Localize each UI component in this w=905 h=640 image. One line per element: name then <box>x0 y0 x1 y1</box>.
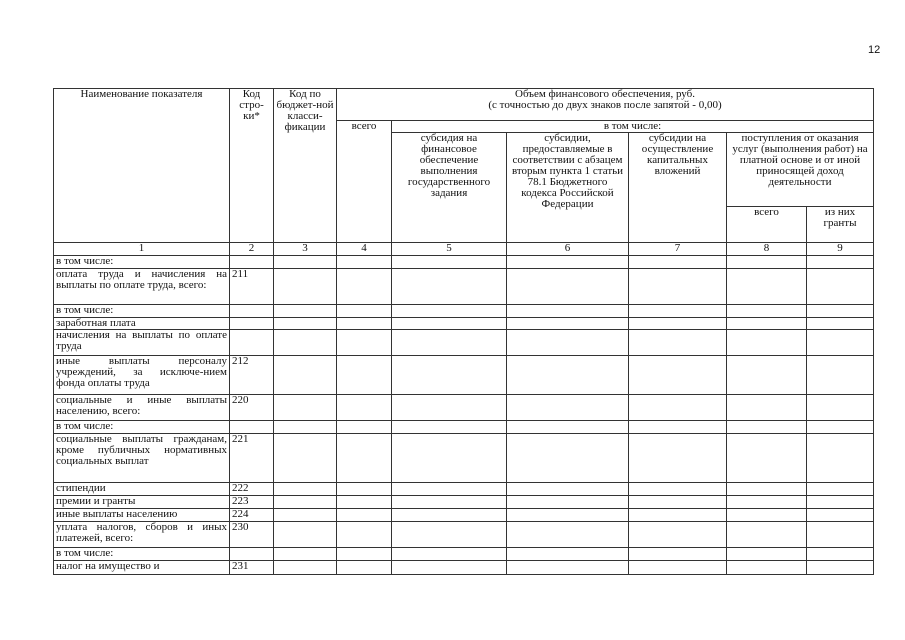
value-cell-col9 <box>807 256 874 269</box>
value-cell-col7 <box>629 496 727 509</box>
value-cell-col4 <box>337 496 392 509</box>
row-name: в том числе: <box>54 421 230 434</box>
row-name: налог на имущество и <box>54 561 230 575</box>
value-cell-col8 <box>727 269 807 305</box>
financial-table <box>53 88 874 575</box>
value-cell-col5 <box>392 318 507 330</box>
value-cell-col4 <box>337 483 392 496</box>
row-code <box>230 421 274 434</box>
row-name: в том числе: <box>54 305 230 318</box>
value-cell-col7 <box>629 256 727 269</box>
value-cell-col8 <box>727 256 807 269</box>
row-code: 231 <box>230 561 274 575</box>
column-number: 3 <box>274 243 337 256</box>
table-row <box>54 330 874 356</box>
value-cell-col5 <box>392 421 507 434</box>
value-cell-col5 <box>392 256 507 269</box>
value-cell-col3 <box>274 496 337 509</box>
value-cell-col9 <box>807 522 874 548</box>
row-name: начисления на выплаты по оплате труда <box>54 330 230 356</box>
value-cell-col7 <box>629 330 727 356</box>
value-cell-col9 <box>807 318 874 330</box>
row-code <box>230 256 274 269</box>
value-cell-col5 <box>392 330 507 356</box>
value-cell-col8 <box>727 434 807 483</box>
row-name: социальные и иные выплаты населению, всего: <box>54 395 230 421</box>
value-cell-col5 <box>392 509 507 522</box>
header-col8: всего <box>727 207 807 243</box>
value-cell-col3 <box>274 434 337 483</box>
value-cell-col5 <box>392 305 507 318</box>
column-number: 4 <box>337 243 392 256</box>
row-code: 222 <box>230 483 274 496</box>
header-name: Наименование показателя <box>54 89 230 243</box>
value-cell-col3 <box>274 330 337 356</box>
value-cell-col3 <box>274 509 337 522</box>
row-name: социальные выплаты гражданам, кроме публичных нормативных социальных выплат <box>54 434 230 483</box>
header-col6: субсидии, предоставляемые в соответствии с абзацем вторым пункта 1 статьи 78.1 Бюджетного кодекса Российской Федерации <box>507 133 629 243</box>
header-volume-title-line1: Объем финансового обеспечения, руб. <box>515 88 695 100</box>
table-row <box>54 509 874 522</box>
column-number: 6 <box>507 243 629 256</box>
value-cell-col8 <box>727 548 807 561</box>
column-number: 1 <box>54 243 230 256</box>
value-cell-col4 <box>337 305 392 318</box>
value-cell-col4 <box>337 434 392 483</box>
value-cell-col7 <box>629 548 727 561</box>
header-code: Код стро-ки* <box>230 89 274 243</box>
header-col5: субсидия на финансовое обеспечение выполнения государственного задания <box>392 133 507 243</box>
table-row <box>54 561 874 575</box>
value-cell-col9 <box>807 483 874 496</box>
value-cell-col5 <box>392 496 507 509</box>
value-cell-col5 <box>392 434 507 483</box>
row-name: иные выплаты персоналу учреждений, за исключе-нием фонда оплаты труда <box>54 356 230 395</box>
value-cell-col9 <box>807 395 874 421</box>
value-cell-col6 <box>507 483 629 496</box>
table-row <box>54 548 874 561</box>
value-cell-col8 <box>727 421 807 434</box>
value-cell-col7 <box>629 483 727 496</box>
value-cell-col7 <box>629 356 727 395</box>
table-row <box>54 305 874 318</box>
value-cell-col3 <box>274 256 337 269</box>
value-cell-col3 <box>274 318 337 330</box>
value-cell-col4 <box>337 561 392 575</box>
value-cell-col3 <box>274 305 337 318</box>
value-cell-col4 <box>337 522 392 548</box>
value-cell-col4 <box>337 395 392 421</box>
value-cell-col3 <box>274 548 337 561</box>
value-cell-col3 <box>274 561 337 575</box>
value-cell-col8 <box>727 496 807 509</box>
row-code: 221 <box>230 434 274 483</box>
value-cell-col4 <box>337 509 392 522</box>
row-name: премии и гранты <box>54 496 230 509</box>
column-number: 5 <box>392 243 507 256</box>
value-cell-col3 <box>274 269 337 305</box>
value-cell-col5 <box>392 395 507 421</box>
value-cell-col6 <box>507 434 629 483</box>
header-total: всего <box>337 121 392 243</box>
value-cell-col3 <box>274 395 337 421</box>
value-cell-col6 <box>507 496 629 509</box>
value-cell-col3 <box>274 421 337 434</box>
row-name: стипендии <box>54 483 230 496</box>
row-code: 212 <box>230 356 274 395</box>
value-cell-col6 <box>507 522 629 548</box>
table-row <box>54 269 874 305</box>
value-cell-col8 <box>727 483 807 496</box>
value-cell-col7 <box>629 522 727 548</box>
value-cell-col4 <box>337 256 392 269</box>
column-number: 9 <box>807 243 874 256</box>
value-cell-col3 <box>274 356 337 395</box>
header-col9: из них гранты <box>807 207 874 243</box>
value-cell-col6 <box>507 269 629 305</box>
column-numbers-row <box>54 243 874 256</box>
value-cell-col8 <box>727 561 807 575</box>
value-cell-col9 <box>807 269 874 305</box>
value-cell-col9 <box>807 356 874 395</box>
value-cell-col9 <box>807 330 874 356</box>
row-code <box>230 330 274 356</box>
column-number: 8 <box>727 243 807 256</box>
value-cell-col8 <box>727 356 807 395</box>
value-cell-col6 <box>507 330 629 356</box>
table-row <box>54 395 874 421</box>
value-cell-col6 <box>507 318 629 330</box>
row-code <box>230 318 274 330</box>
row-code: 220 <box>230 395 274 421</box>
row-name: заработная плата <box>54 318 230 330</box>
value-cell-col8 <box>727 318 807 330</box>
value-cell-col6 <box>507 509 629 522</box>
value-cell-col4 <box>337 318 392 330</box>
value-cell-col9 <box>807 434 874 483</box>
value-cell-col6 <box>507 256 629 269</box>
value-cell-col5 <box>392 548 507 561</box>
header-volume-title <box>337 89 874 121</box>
table-row <box>54 421 874 434</box>
value-cell-col6 <box>507 561 629 575</box>
header-col8-group: поступления от оказания услуг (выполнения работ) на платной основе и от иной приносящей доход деятельности <box>727 133 874 207</box>
table-row <box>54 483 874 496</box>
row-name: оплата труда и начисления на выплаты по оплате труда, всего: <box>54 269 230 305</box>
table-row <box>54 522 874 548</box>
value-cell-col6 <box>507 548 629 561</box>
value-cell-col7 <box>629 395 727 421</box>
value-cell-col4 <box>337 421 392 434</box>
value-cell-col9 <box>807 561 874 575</box>
value-cell-col5 <box>392 483 507 496</box>
value-cell-col8 <box>727 509 807 522</box>
value-cell-col6 <box>507 356 629 395</box>
value-cell-col6 <box>507 395 629 421</box>
value-cell-col9 <box>807 496 874 509</box>
row-name: в том числе: <box>54 548 230 561</box>
table-row <box>54 318 874 330</box>
value-cell-col8 <box>727 522 807 548</box>
value-cell-col5 <box>392 522 507 548</box>
value-cell-col8 <box>727 305 807 318</box>
value-cell-col9 <box>807 421 874 434</box>
row-code: 211 <box>230 269 274 305</box>
row-code: 223 <box>230 496 274 509</box>
header-volume-title-line2: (с точностью до двух знаков после запятой - 0,00) <box>488 99 722 111</box>
table-row <box>54 256 874 269</box>
row-code: 230 <box>230 522 274 548</box>
value-cell-col7 <box>629 561 727 575</box>
value-cell-col9 <box>807 548 874 561</box>
column-number: 2 <box>230 243 274 256</box>
value-cell-col7 <box>629 421 727 434</box>
page-number: 12 <box>868 44 881 56</box>
header-budget-code: Код по бюджет-ной класси-фикации <box>274 89 337 243</box>
value-cell-col7 <box>629 318 727 330</box>
value-cell-col9 <box>807 305 874 318</box>
value-cell-col4 <box>337 548 392 561</box>
value-cell-col7 <box>629 509 727 522</box>
value-cell-col4 <box>337 356 392 395</box>
value-cell-col3 <box>274 483 337 496</box>
table-row <box>54 356 874 395</box>
row-code: 224 <box>230 509 274 522</box>
value-cell-col3 <box>274 522 337 548</box>
header-including: в том числе: <box>392 121 874 133</box>
table-row <box>54 434 874 483</box>
row-name: иные выплаты населению <box>54 509 230 522</box>
value-cell-col5 <box>392 356 507 395</box>
value-cell-col6 <box>507 421 629 434</box>
value-cell-col5 <box>392 561 507 575</box>
value-cell-col7 <box>629 305 727 318</box>
value-cell-col4 <box>337 269 392 305</box>
value-cell-col9 <box>807 509 874 522</box>
value-cell-col5 <box>392 269 507 305</box>
row-name: уплата налогов, сборов и иных платежей, всего: <box>54 522 230 548</box>
table-row <box>54 496 874 509</box>
row-code <box>230 548 274 561</box>
value-cell-col7 <box>629 269 727 305</box>
value-cell-col7 <box>629 434 727 483</box>
value-cell-col8 <box>727 330 807 356</box>
header-col7: субсидии на осуществление капитальных вложений <box>629 133 727 243</box>
value-cell-col6 <box>507 305 629 318</box>
row-name: в том числе: <box>54 256 230 269</box>
row-code <box>230 305 274 318</box>
value-cell-col8 <box>727 395 807 421</box>
value-cell-col4 <box>337 330 392 356</box>
column-number: 7 <box>629 243 727 256</box>
